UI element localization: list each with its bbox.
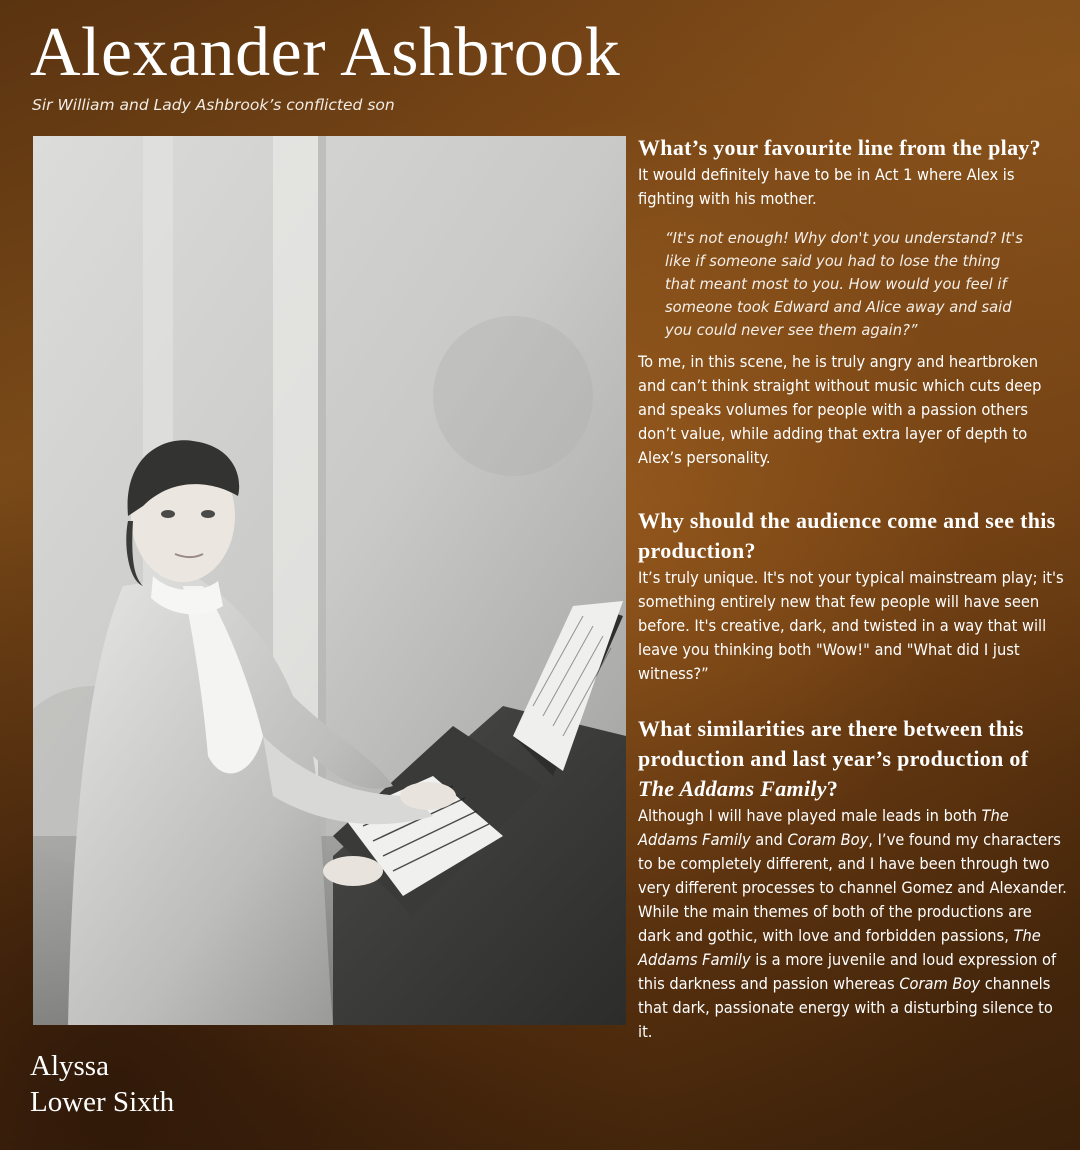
answer-1-intro: It would definitely have to be in Act 1 where Alex is fighting with his mother. (638, 165, 1015, 208)
question-3-title: The Addams Family (638, 776, 827, 801)
portrait-photo (33, 136, 626, 1025)
question-2: Why should the audience come and see this production? (638, 508, 1056, 563)
question-1: What’s your favourite line from the play? (638, 135, 1041, 160)
interview-column (638, 133, 1068, 1044)
answer-3-part: The Addams Family (638, 926, 1041, 969)
answer-3 (638, 804, 1068, 1044)
answer-3-part: Coram Boy (787, 830, 869, 849)
question-3-end: ? (826, 776, 839, 801)
answer-3-part: Coram Boy (899, 974, 981, 993)
question-3-start: What similarities are there between this production and last year’s production of (638, 716, 1029, 771)
answer-3-part: , I’ve found my characters to be completely different, and I have been through two very different processes to channel Gomez and Alexander. While the main themes of both of the productions are dark and gothic, with love and forbidden passions, (638, 830, 1067, 945)
performer-credit (30, 1048, 174, 1120)
answer-3-part: Although I will have played male leads in both (638, 806, 982, 825)
answer-3-part: and (750, 830, 788, 849)
page-title: Alexander Ashbrook (30, 14, 621, 91)
play-quote: “It's not enough! Why don't you understand? It's like if someone said you had to lose the thing that meant most to you. How would you feel if someone took Edward and Alice away and said you could never see them again?” (665, 230, 1023, 339)
answer-2: It’s truly unique. It's not your typical mainstream play; it's something entirely new that few people will have seen before. It's creative, dark, and twisted in a way that will leave you thinking both "Wow!" and "What did I just witness?” (638, 568, 1064, 683)
answer-3-part: channels that dark, passionate energy with a disturbing silence to it. (638, 974, 1053, 1041)
performer-name: Alyssa (30, 1050, 109, 1082)
answer-3-part: is a more juvenile and loud expression of this darkness and passion whereas (638, 950, 1057, 993)
answer-1-after: To me, in this scene, he is truly angry and heartbroken and can’t think straight without music which cuts deep and speaks volumes for people with a passion others don’t value, while adding that extra layer of depth to Alex’s personality. (638, 352, 1042, 467)
page-subtitle: Sir William and Lady Ashbrook’s conflicted son (32, 96, 395, 114)
question-3 (638, 714, 1068, 804)
performer-year: Lower Sixth (30, 1086, 175, 1118)
portrait-photo-icon (33, 136, 626, 1025)
answer-3-part: The Addams Family (638, 806, 1009, 849)
